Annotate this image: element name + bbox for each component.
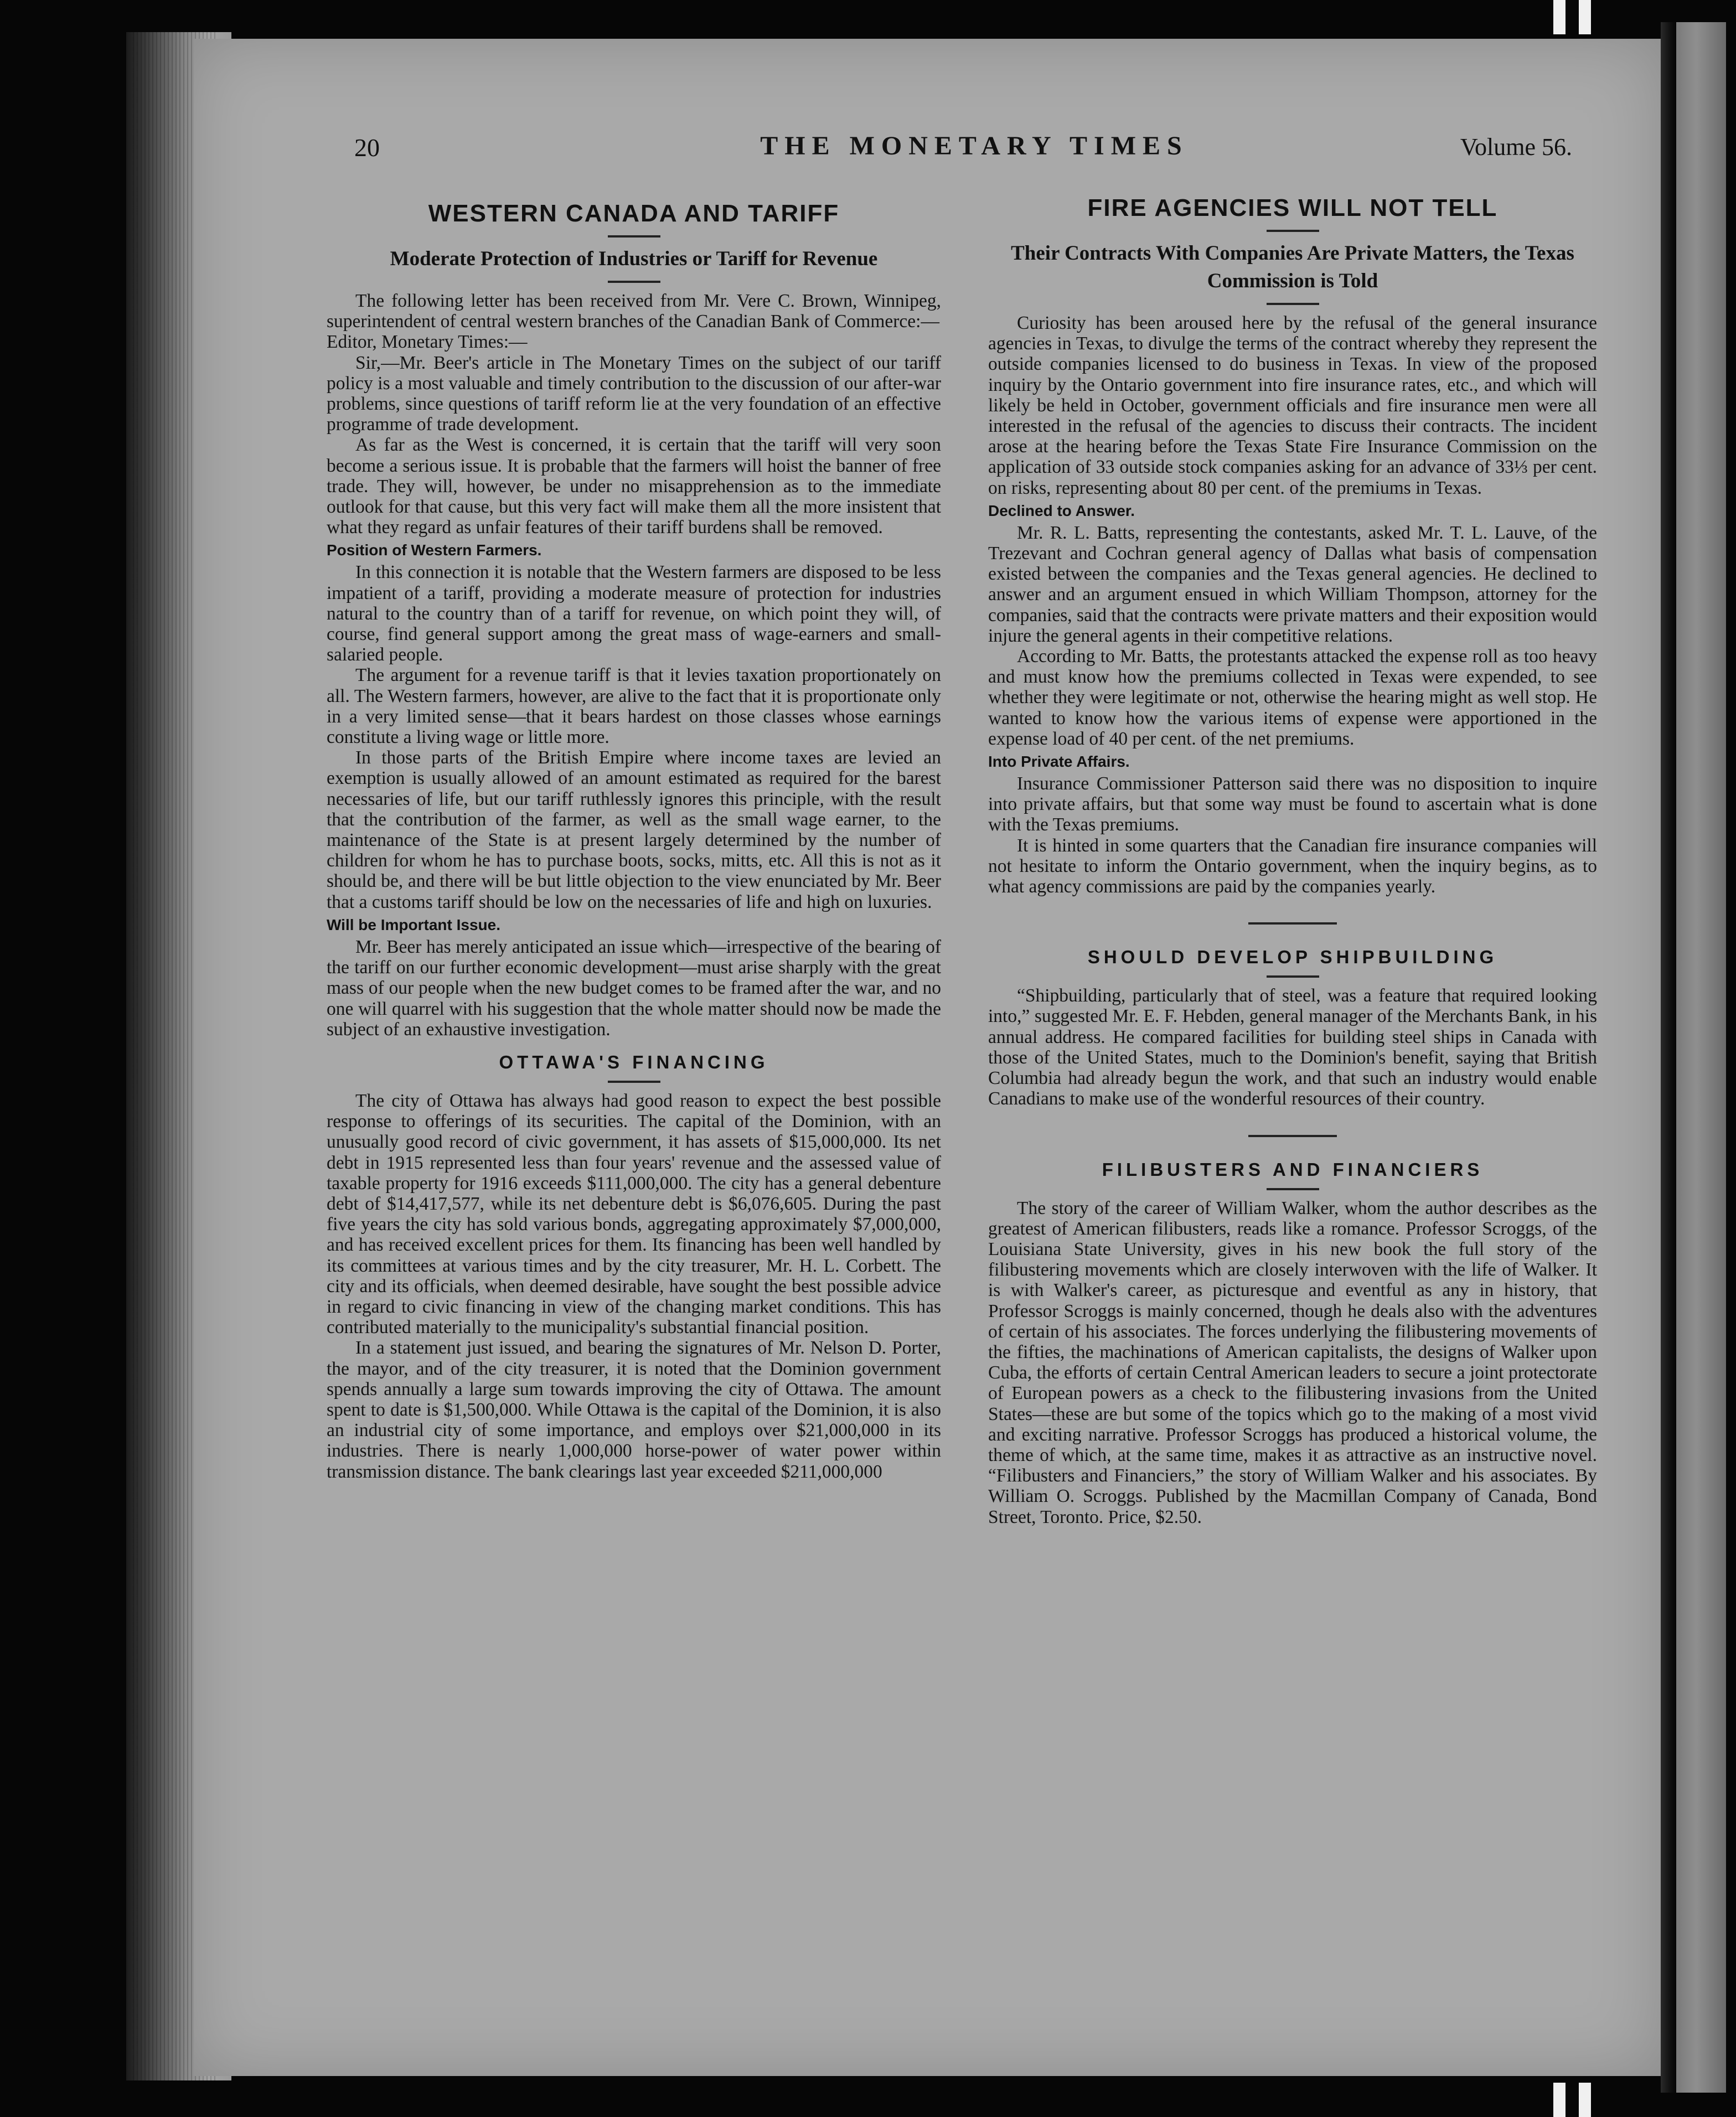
title-rule	[1267, 975, 1319, 978]
book-gutter	[1661, 22, 1676, 2093]
paragraph: In a statement just issued, and bearing the signatures of Mr. Nelson D. Porter, the mayor, and of the city treasurer, it is noted that the Dominion government spends annually a large sum towards improving the city of Ottawa. The amount spent to date is $1,500,000. While Ottawa is the capital of the Dominion, it is also an industrial city of some importance, and employs over $21,000,000 in its industries. There is nearly 1,000,000 horse-power of water power within transmission distance. The bank clearings last year exceeded $211,000,000	[327, 1338, 941, 1482]
article-title: SHOULD DEVELOP SHIPBUILDING	[1087, 947, 1498, 968]
section-divider	[1248, 1135, 1337, 1137]
paragraph: Curiosity has been aroused here by the refusal of the general insurance agencies in Texas, to divulge the terms of the contract whereby they represent the outside companies licensed to do business in Texas. In view of the proposed inquiry by the Ontario government into fire insurance rates, etc., and which will likely be held in October, government officials and fire insurance men were all interested in the refusal of the agencies to discuss their contracts. The incident arose at the hearing before the Texas State Fire Insurance Commission on the application of 33 outside stock companies asking for an advance of 33⅓ per cent. on risks, representing about 80 per cent. of the premiums in Texas.	[988, 313, 1597, 498]
paragraph: It is hinted in some quarters that the Canadian fire insurance companies will not hesitate to inform the Ontario government, when the inquiry begins, as to what agency commissions are paid by the companies yearly.	[988, 835, 1597, 897]
subtitle-rule	[608, 281, 660, 283]
paragraph: Insurance Commissioner Patterson said there was no disposition to inquire into private affairs, but that some way must be found to ascertain what is done with the Texas premiums.	[988, 773, 1597, 835]
paragraph: “Shipbuilding, particularly that of steel, was a feature that required looking into,” suggested Mr. E. F. Hebden, general manager of the Merchants Bank, in his annual address. He compared facilities for building steel ships in Canada with those of the United States, much to the Dominion's benefit, saying that British Columbia had already begun the work, and that such an industry would enable Canadians to make use of the wonderful resources of their country.	[988, 985, 1597, 1109]
paragraph: The city of Ottawa has always had good reason to expect the best possible response to offerings of its securities. The capital of the Dominion, with an unusually good record of civic government, it has assets of $15,000,000. Its net debt in 1915 represented less than four years' revenue and the assessed value of taxable property for 1916 exceeds $111,000,000. The city has a general debenture debt of $14,417,577, while its net debenture debt is $6,076,605. During the past five years the city has sold various bonds, aggregating approximately $7,000,000, and has received excellent prices for them. Its financing has been well handled by its committees at various times and by the city treasurer, Mr. H. L. Corbett. The city and its officials, when deemed desirable, have sought the best possible advice in regard to civic financing in view of the changing market conditions. This has contributed materially to the municipality's substantial financial position.	[327, 1090, 941, 1338]
left-column	[327, 197, 941, 1482]
article-subtitle: Moderate Protection of Industries or Tariff for Revenue	[390, 247, 878, 270]
paragraph: In this connection it is notable that the Western farmers are disposed to be less impatient of a tariff, providing a moderate measure of protection for industries natural to the country than of a tariff for revenue, on which point they will, of course, find general support among the great mass of wage-earners and small-salaried people.	[327, 562, 941, 665]
paragraph: According to Mr. Batts, the protestants attacked the expense roll as too heavy and must know how the premiums collected in Texas were expended, to see whether they were legitimate or not, otherwise the hearing might as well stop. He wanted to know how the various items of expense were apportioned in the expense load of 40 per cent. of the net premiums.	[988, 646, 1597, 749]
section-divider	[1248, 922, 1337, 925]
article-title: FIRE AGENCIES WILL NOT TELL	[1087, 194, 1498, 221]
title-rule	[608, 235, 660, 237]
page-number: 20	[354, 133, 380, 162]
subtitle-rule	[1267, 303, 1319, 305]
section-heading: Position of Western Farmers.	[327, 541, 542, 559]
volume-label: Volume 56.	[1460, 133, 1572, 161]
section-heading: Declined to Answer.	[988, 502, 1135, 519]
article-title: FILIBUSTERS AND FINANCIERS	[1102, 1159, 1484, 1180]
paragraph: The following letter has been received from Mr. Vere C. Brown, Winnipeg, superintendent of central western branches of the Canadian Bank of Commerce:—	[327, 291, 941, 332]
page-header	[354, 133, 1572, 172]
section-heading: Into Private Affairs.	[988, 753, 1130, 771]
paragraph: Mr. R. L. Batts, representing the contestants, asked Mr. T. L. Lauve, of the Trezevant and Cochran general agency of Dallas what basis of compensation existed between the companies and the Texas general agencies. He declined to answer and an argument ensued in which William Thompson, attorney for the companies, said that the contracts were private matters and their exposition would injure the general agents in their competitive relations.	[988, 522, 1597, 646]
title-rule	[608, 1081, 660, 1083]
title-rule	[1267, 1188, 1319, 1190]
article-title: OTTAWA'S FINANCING	[499, 1051, 769, 1072]
paragraph: Editor, Monetary Times:—	[327, 332, 528, 353]
paragraph: In those parts of the British Empire where income taxes are levied an exemption is usually allowed of an amount estimated as required for the barest necessaries of life, but our tariff ruthlessly ignores this principle, with the result that the contribution of the farmer, as well as the small wage earner, to the maintenance of the State is at present largely determined by the number of children for whom he has to purchase boots, socks, mitts, etc. All this is not as it should be, and there will be but little objection to the view enunciated by Mr. Beer that a customs tariff should be low on the necessaries of life and high on luxuries.	[327, 747, 941, 912]
paragraph: The story of the career of William Walker, whom the author describes as the greatest of American filibusters, reads like a romance. Professor Scroggs, of the Louisiana State University, gives in his new book the full story of the filibustering movements which are closely interwoven with the life of Walker. It is with Walker's career, as picturesque and eventful as any in history, that Professor Scroggs is mainly concerned, though he deals also with the adventures of certain of his associates. The forces underlying the filibustering movements of the fifties, the machinations of American capitalists, the designs of Walker upon Cuba, the efforts of certain Central American leaders to secure a joint protectorate of European powers as a check to the filibustering invasions from the United States—these are but some of the topics which go to the making of a most vivid and exciting narrative. Professor Scroggs has produced a historical volume, the theme of which, at the same time, makes it as attractive as an instructive novel. “Filibusters and Financiers,” the story of William Walker and his associates. By William O. Scroggs. Published by the Macmillan Company of Canada, Bond Street, Toronto. Price, $2.50.	[988, 1197, 1597, 1527]
section-heading: Will be Important Issue.	[327, 916, 501, 933]
paragraph: Sir,—Mr. Beer's article in The Monetary Times on the subject of our tariff policy is a most valuable and timely contribution to the discussion of our after-war problems, since questions of tariff reform lie at the very foundation of an effective programme of trade development.	[327, 352, 941, 435]
title-rule	[1267, 230, 1319, 232]
film-mark-top-2	[1579, 0, 1591, 34]
right-column	[988, 191, 1597, 1527]
film-mark-bottom-2	[1579, 2083, 1591, 2117]
article-title: WESTERN CANADA AND TARIFF	[428, 200, 840, 227]
masthead: THE MONETARY TIMES	[760, 131, 1189, 161]
next-page-edge	[1676, 22, 1726, 2093]
paragraph: Mr. Beer has merely anticipated an issue which—irrespective of the bearing of the tariff on our further economic development—must arise sharply with the great mass of our people when the new budget comes to be framed after the war, and no one will quarrel with his suggestion that the whole matter should now be made the subject of an exhaustive investigation.	[327, 936, 941, 1040]
paragraph: As far as the West is concerned, it is certain that the tariff will very soon become a serious issue. It is probable that the farmers will hoist the banner of free trade. They will, however, be under no misapprehension as to the immediate outlook for that cause, but this very fact will make them all the more insistent that what they regard as unfair features of their tariff burdens shall be removed.	[327, 435, 941, 538]
article-subtitle: Their Contracts With Companies Are Private Matters, the Texas Commission is Told	[1011, 242, 1574, 292]
film-mark-bottom-1	[1553, 2083, 1566, 2117]
paragraph: The argument for a revenue tariff is that it levies taxation proportionately on all. The Western farmers, however, are alive to the fact that it is proportionate only in a very limited sense—that it bears hardest on those classes whose earnings constitute a living wage or little more.	[327, 665, 941, 748]
film-mark-top-1	[1553, 0, 1566, 34]
